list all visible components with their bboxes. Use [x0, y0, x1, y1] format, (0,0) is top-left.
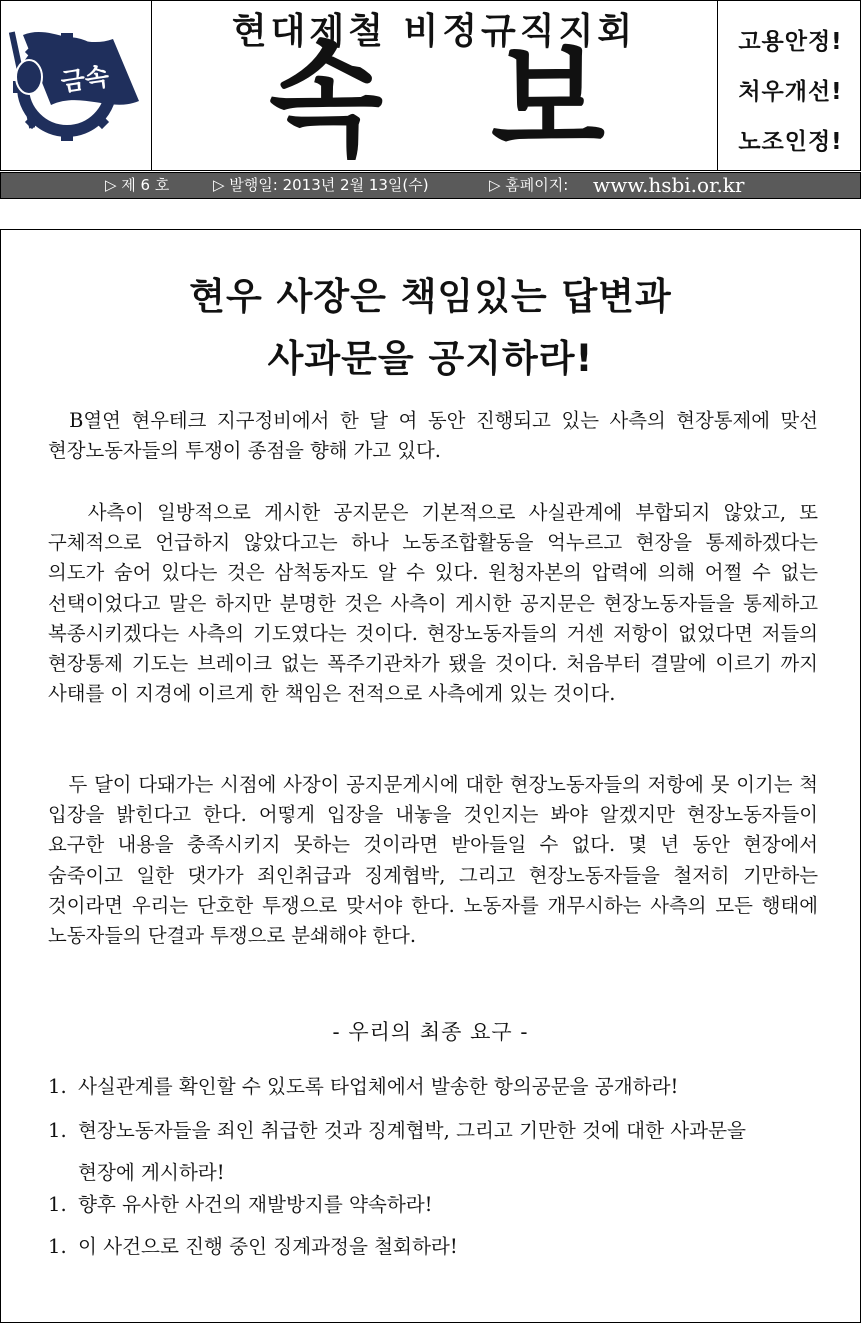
demand-number: 1. [48, 1193, 67, 1216]
slogan-box [717, 1, 863, 170]
masthead [0, 0, 861, 171]
demands-title: - 우리의 최종 요구 - [332, 1020, 529, 1044]
demand-text: 현장노동자들을 죄인 취급한 것과 징계협박, 그리고 기만한 것에 대한 사과문을 [78, 1119, 746, 1142]
demand-text: 사실관계를 확인할 수 있도록 타업체에서 발송한 항의공문을 공개하라! [78, 1075, 679, 1098]
bulletin-title-char-1: 속 [269, 26, 383, 173]
publish-date: ▷ 발행일: 2013년 2월 13일(수) [213, 176, 429, 194]
demand-number: 1. [48, 1119, 67, 1142]
title-block [151, 1, 717, 173]
demand-item [48, 1190, 828, 1220]
demand-number: 1. [48, 1235, 67, 1258]
slogan-better-treatment: 처우개선! [738, 79, 843, 105]
paragraph-1: B열연 현우테크 지구정비에서 한 달 여 동안 진행되고 있는 사측의 현장통제에 맞선 현장노동자들의 투쟁이 종점을 향해 가고 있다. [48, 409, 818, 463]
demand-text-continued: 현장에 게시하라! [78, 1161, 225, 1184]
org-name: 현대제철 비정규직지회 [231, 11, 637, 52]
headline-line-1: 현우 사장은 책임있는 답변과 [189, 275, 672, 318]
demand-item [48, 1116, 828, 1188]
union-logo [1, 1, 152, 170]
issue-info-bar [0, 172, 861, 199]
headline-line-2: 사과문을 공지하라! [267, 337, 594, 380]
article-box [0, 229, 861, 1323]
homepage-url[interactable]: www.hsbi.or.kr [593, 173, 745, 197]
homepage-label: ▷ 홈페이지: [489, 176, 569, 194]
issue-number: ▷ 제 6 호 [105, 176, 170, 194]
demand-text: 향후 유사한 사건의 재발방지를 약속하라! [78, 1193, 433, 1216]
slogan-job-security: 고용안정! [738, 29, 843, 55]
slogan-union-recognition: 노조인정! [738, 129, 843, 155]
demand-item [48, 1072, 828, 1102]
union-flag-logo-icon [1, 1, 151, 170]
logo-text: 금속 [59, 61, 111, 98]
demand-item [48, 1232, 828, 1262]
paragraph-2: 사측이 일방적으로 게시한 공지문은 기본적으로 사실관계에 부합되지 않았고, 또 구체적으로 언급하지 않았다고는 하나 노동조합활동을 억누르고 현장을 통제하겠다는 의도가 숨어 있다는 것은 삼척동자도 알 수 있다. 원청자본의 압력에 의해 어쩔 수 없는 선택이었다고 말은 하지만 분명한 것은 사측이 게시한 공지문은 현장노동자들을 통제하고 복종시키겠다는 사측의 기도였다는 것이다. 현장노동자들의 거센 저항이 없었다면 저들의 현장통제 기도는 브레이크 없는 폭주기관차가 됐을 것이다. 처음부터 결말에 이르기 까지 사태를 이 지경에 이르게 한 책임은 전적으로 사측에게 있는 것이다. [48, 501, 818, 706]
demand-number: 1. [48, 1075, 67, 1098]
demand-text: 이 사건으로 진행 중인 징계과정을 철회하라! [78, 1235, 458, 1258]
paragraph-3: 두 달이 다돼가는 시점에 사장이 공지문게시에 대한 현장노동자들의 저항에 못 이기는 척 입장을 밝힌다고 한다. 어떻게 입장을 내놓을 것인지는 봐야 알겠지만 현장노동자들이 요구한 내용을 충족시키지 못하는 것이라면 받아들일 수 없다. 몇 년 동안 현장에서 숨죽이고 일한 댓가가 죄인취급과 징계협박, 그리고 현장노동자들을 철저히 기만하는 것이라면 우리는 단호한 투쟁으로 맞서야 한다. 노동자를 개무시하는 사측의 모든 행태에 노동자들의 단결과 투쟁으로 분쇄해야 한다. [48, 773, 818, 948]
bulletin-title-char-2: 보 [491, 26, 605, 173]
